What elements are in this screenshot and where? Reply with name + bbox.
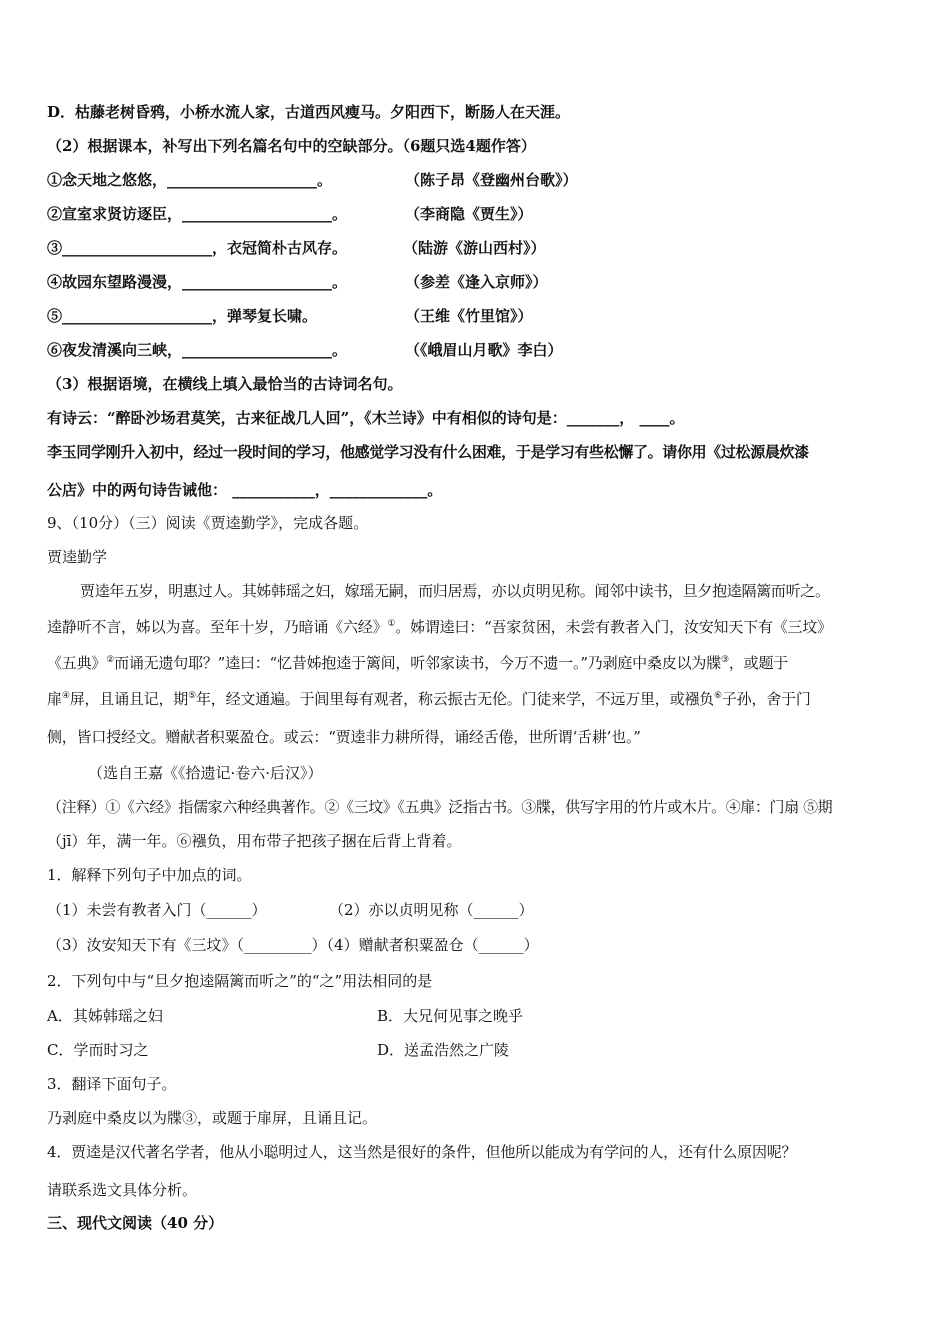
fill-item-source: （李商隐《贾生》） bbox=[405, 205, 533, 223]
note-mark-4: ④ bbox=[61, 691, 70, 701]
fill-item-2 bbox=[47, 203, 903, 225]
note-mark-1: ① bbox=[387, 619, 396, 629]
fill-item-source: （参差《逢入京师》） bbox=[405, 273, 548, 291]
passage-text: 而诵无遗句耶？”逵曰：“忆昔姊抱逵于篱间，听邻家读书，今万不遗一。”乃剥庭中桑皮以为牒 bbox=[114, 654, 721, 672]
option-b[interactable]: B．大兄何见事之晚乎 bbox=[377, 1007, 524, 1025]
section-3-title: 三、现代文阅读（40 分） bbox=[47, 1214, 224, 1232]
passage-text: 扉 bbox=[47, 690, 62, 708]
sub2-options-row-1 bbox=[47, 1005, 903, 1027]
note-mark-5: ⑤ bbox=[188, 691, 196, 701]
passage-line-4 bbox=[47, 688, 903, 710]
option-a[interactable]: A．其姊韩瑶之妇 bbox=[47, 1007, 163, 1025]
sub1-row-2: （3）汝安知天下有《三坟》（_________）（4）赠献者积粟盈仓（______） bbox=[47, 936, 539, 954]
passage-title: 贾逵勤学 bbox=[47, 548, 108, 566]
option-c[interactable]: C．学而时习之 bbox=[47, 1041, 149, 1059]
note-mark-6: ⑥ bbox=[713, 691, 722, 701]
fill-item-text: ⑤____________________，弹琴复长啸。 bbox=[47, 307, 318, 325]
q3-line-2b: 公店》中的两句诗告诫他： ___________，_____________。 bbox=[47, 481, 443, 499]
passage-source: （选自王嘉《《拾遗记·卷六·后汉》） bbox=[88, 764, 323, 782]
fill-item-source: （陆游《游山西村》） bbox=[403, 239, 546, 257]
note-mark-2: ② bbox=[106, 655, 115, 665]
note-mark-3: ③ bbox=[721, 655, 729, 665]
fill-item-text: ④故园东望路漫漫，____________________。 bbox=[47, 273, 348, 291]
passage-line-5: 侧，皆口授经文。赠献者积粟盈仓。或云：“贾逵非力耕所得，诵经舌倦，世所谓‘舌耕’也。” bbox=[47, 728, 641, 746]
passage-line-3 bbox=[47, 652, 903, 674]
fill-item-source: （王维《竹里馆》） bbox=[405, 307, 533, 325]
sub4-line-1: 4．贾逵是汉代著名学者，他从小聪明过人，这当然是很好的条件，但他所以能成为有学问的人，还有什么原因呢？ bbox=[47, 1143, 797, 1161]
passage-text: 《五典》 bbox=[47, 654, 107, 672]
fill-item-6 bbox=[47, 339, 903, 361]
fill-item-4 bbox=[47, 271, 903, 293]
passage-text: 子孙，舍于门 bbox=[721, 690, 811, 708]
notes-line-1: （注释）①《六经》指儒家六种经典著作。②《三坟》《五典》泛指古书。③牒，供写字用的竹片或木片。④扉：门扇 ⑤期 bbox=[47, 798, 833, 816]
passage-text: ，或题于 bbox=[728, 654, 789, 672]
sub1-row-1 bbox=[47, 899, 903, 921]
option-d: D．枯藤老树昏鸦，小桥水流人家，古道西风瘦马。夕阳西下，断肠人在天涯。 bbox=[47, 103, 571, 121]
fill-item-source: （《峨眉山月歌》李白） bbox=[405, 341, 563, 359]
fill-item-text: ③____________________，衣冠简朴古风存。 bbox=[47, 239, 348, 257]
sub1-header: 1．解释下列句子中加点的词。 bbox=[47, 866, 252, 884]
sub3-sentence: 乃剥庭中桑皮以为牒③，或题于扉屏，且诵且记。 bbox=[47, 1109, 378, 1127]
sub2-header: 2．下列句中与“旦夕抱逵隔篱而听之”的“之”用法相同的是 bbox=[47, 972, 433, 990]
fill-item-source: （陈子昂《登幽州台歌》） bbox=[405, 171, 578, 189]
notes-line-2: （jī）年，满一年。⑥襁负，用布带子把孩子捆在后背上背着。 bbox=[47, 832, 462, 850]
fill-item-5 bbox=[47, 305, 903, 327]
fill-item-3 bbox=[47, 237, 903, 259]
sub2-options-row-2 bbox=[47, 1039, 903, 1061]
q3-header: （3）根据语境，在横线上填入最恰当的古诗词名句。 bbox=[47, 375, 403, 393]
fill-item-text: ②宣室求贤访逐臣，____________________。 bbox=[47, 205, 348, 223]
q3-line-1: 有诗云：“醉卧沙场君莫笑，古来征战几人回”，《木兰诗》中有相似的诗句是：_______， ____。 bbox=[47, 409, 685, 427]
passage-text: 。姊谓逵曰：“吾家贫困，未尝有教者入门，汝安知天下有《三坟》 bbox=[395, 618, 832, 636]
passage-line-1: 贾逵年五岁，明惠过人。其姊韩瑶之妇，嫁瑶无嗣，而归居焉，亦以贞明见称。闻邻中读书，旦夕抱逵隔篱而听之。 bbox=[80, 582, 830, 600]
q9-header: 9、（10分）（三）阅读《贾逵勤学》，完成各题。 bbox=[47, 514, 369, 532]
sub3-header: 3．翻译下面句子。 bbox=[47, 1075, 177, 1093]
fill-item-1 bbox=[47, 169, 903, 191]
sub1-item-2: （2）亦以贞明见称（______） bbox=[329, 901, 534, 919]
passage-text: 逵静听不言，姊以为喜。至年十岁，乃暗诵《六经》 bbox=[47, 618, 388, 636]
passage-line-2 bbox=[47, 616, 903, 638]
passage-text: 屏，且诵且记，期 bbox=[69, 690, 189, 708]
fill-item-text: ①念天地之悠悠，____________________。 bbox=[47, 171, 333, 189]
sub1-item-1: （1）未尝有教者入门（______） bbox=[47, 901, 267, 919]
q3-line-2a: 李玉同学刚升入初中，经过一段时间的学习，他感觉学习没有什么困难，于是学习有些松懈了。请你用《过松源晨炊漆 bbox=[47, 443, 809, 461]
q2-header: （2）根据课本，补写出下列名篇名句中的空缺部分。（6题只选4题作答） bbox=[47, 137, 536, 155]
passage-text: 年，经文通遍。于闾里每有观者，称云振古无伦。门徒来学，不远万里，或襁负 bbox=[195, 690, 714, 708]
fill-item-text: ⑥夜发清溪向三峡，____________________。 bbox=[47, 341, 348, 359]
sub4-line-2: 请联系选文具体分析。 bbox=[47, 1181, 198, 1199]
option-d-classical[interactable]: D．送孟浩然之广陵 bbox=[377, 1041, 510, 1059]
